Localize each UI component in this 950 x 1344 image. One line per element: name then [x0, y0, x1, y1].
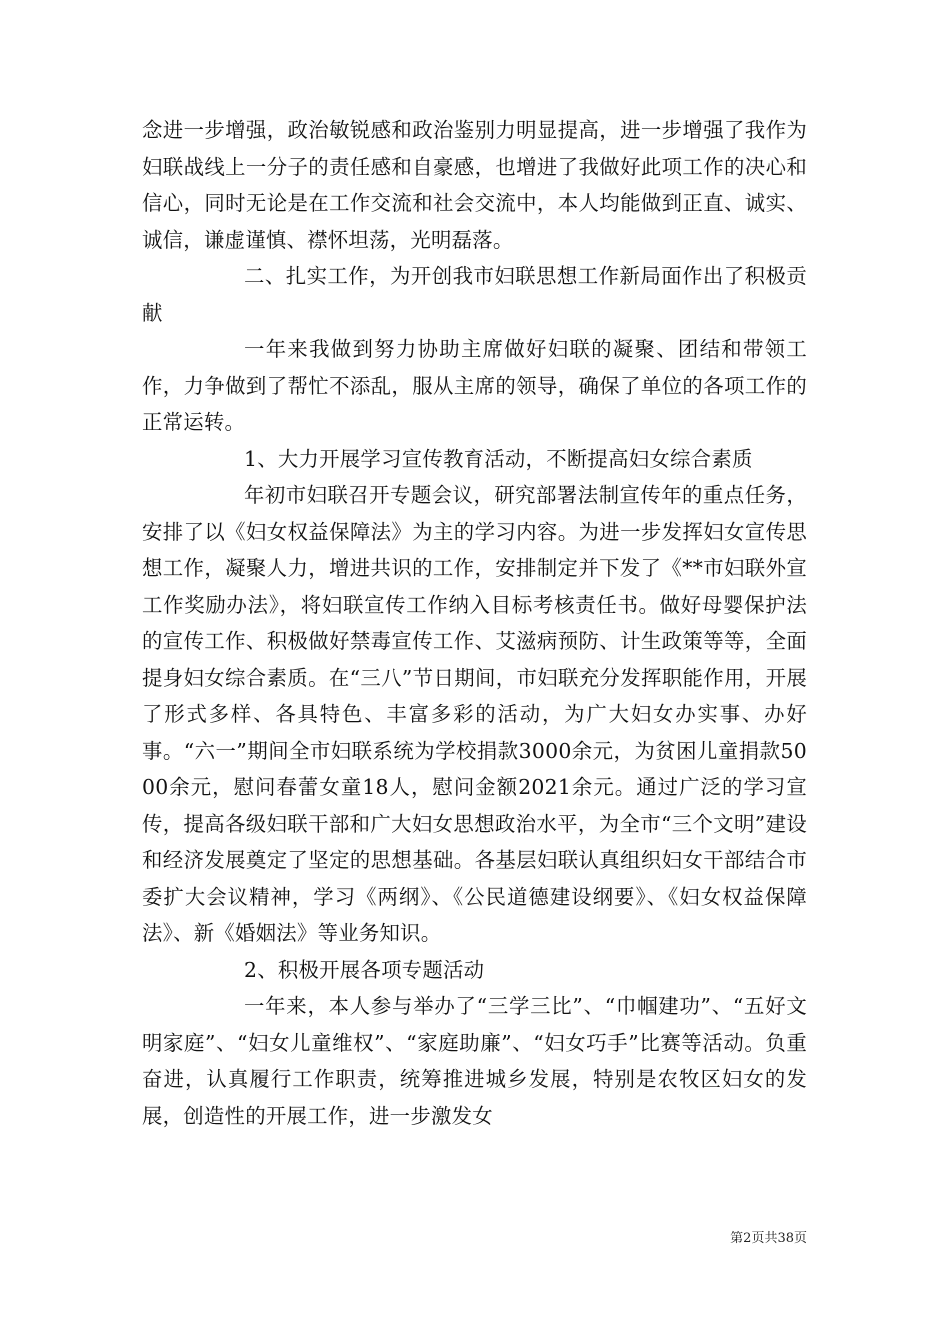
subheading-2: 2、积极开展各项专题活动 [244, 957, 485, 982]
subheading-1: 1、大力开展学习宣传教育活动，不断提高妇女综合素质 [244, 446, 753, 471]
section-heading-2: 二、扎实工作，为开创我市妇联思想工作新局面作出了积极贡献 [142, 264, 807, 325]
paragraph-continuation: 念进一步增强，政治敏锐感和政治鉴别力明显提高，进一步增强了我作为妇联战线上一分子的责任感和自豪感，也增进了我做好此项工作的决心和信心，同时无论是在工作交流和社会交流中，本人均能做到正直、诚实、诚信，谦虚谨慎、襟怀坦荡，光明磊落。 [142, 118, 807, 252]
paragraph-propaganda-activities: 年初市妇联召开专题会议，研究部署法制宣传年的重点任务，安排了以《妇女权益保障法》为主的学习内容。为进一步发挥妇女宣传思想工作，凝聚人力，增进共识的工作，安排制定并下发了《**市妇联外宣工作奖励办法》，将妇联宣传工作纳入目标考核责任书。做好母婴保护法的宣传工作、积极做好禁毒宣传工作、艾滋病预防、计生政策等等，全面提身妇女综合素质。在“三八”节日期间，市妇联充分发挥职能作用，开展了形式多样、各具特色、丰富多彩的活动，为广大妇女办实事、办好事。“六一”期间全市妇联系统为学校捐款3000余元，为贫困儿童捐款5000余元，慰问春蕾女童18人，慰问金额2021余元。通过广泛的学习宣传，提高各级妇联干部和广大妇女思想政治水平，为全市“三个文明”建设和经济发展奠定了坚定的思想基础。各基层妇联认真组织妇女干部结合市委扩大会议精神，学习《两纲》、《公民道德建设纲要》、《妇女权益保障法》、新《婚姻法》等业务知识。 [142, 483, 807, 945]
paragraph-section-2-intro: 一年来我做到努力协助主席做好妇联的凝聚、团结和带领工作，力争做到了帮忙不添乱，服从主席的领导，确保了单位的各项工作的正常运转。 [142, 337, 807, 434]
page-number-footer: 第2页共38页 [730, 1231, 807, 1246]
document-body [142, 112, 807, 1134]
paragraph-special-activities: 一年来，本人参与举办了“三学三比”、“巾帼建功”、“五好文明家庭”、“妇女儿童维权”、“家庭助廉”、“妇女巧手”比赛等活动。负重奋进，认真履行工作职责，统筹推进城乡发展，特别是农牧区妇女的发展，创造性的开展工作，进一步激发女 [142, 994, 807, 1128]
